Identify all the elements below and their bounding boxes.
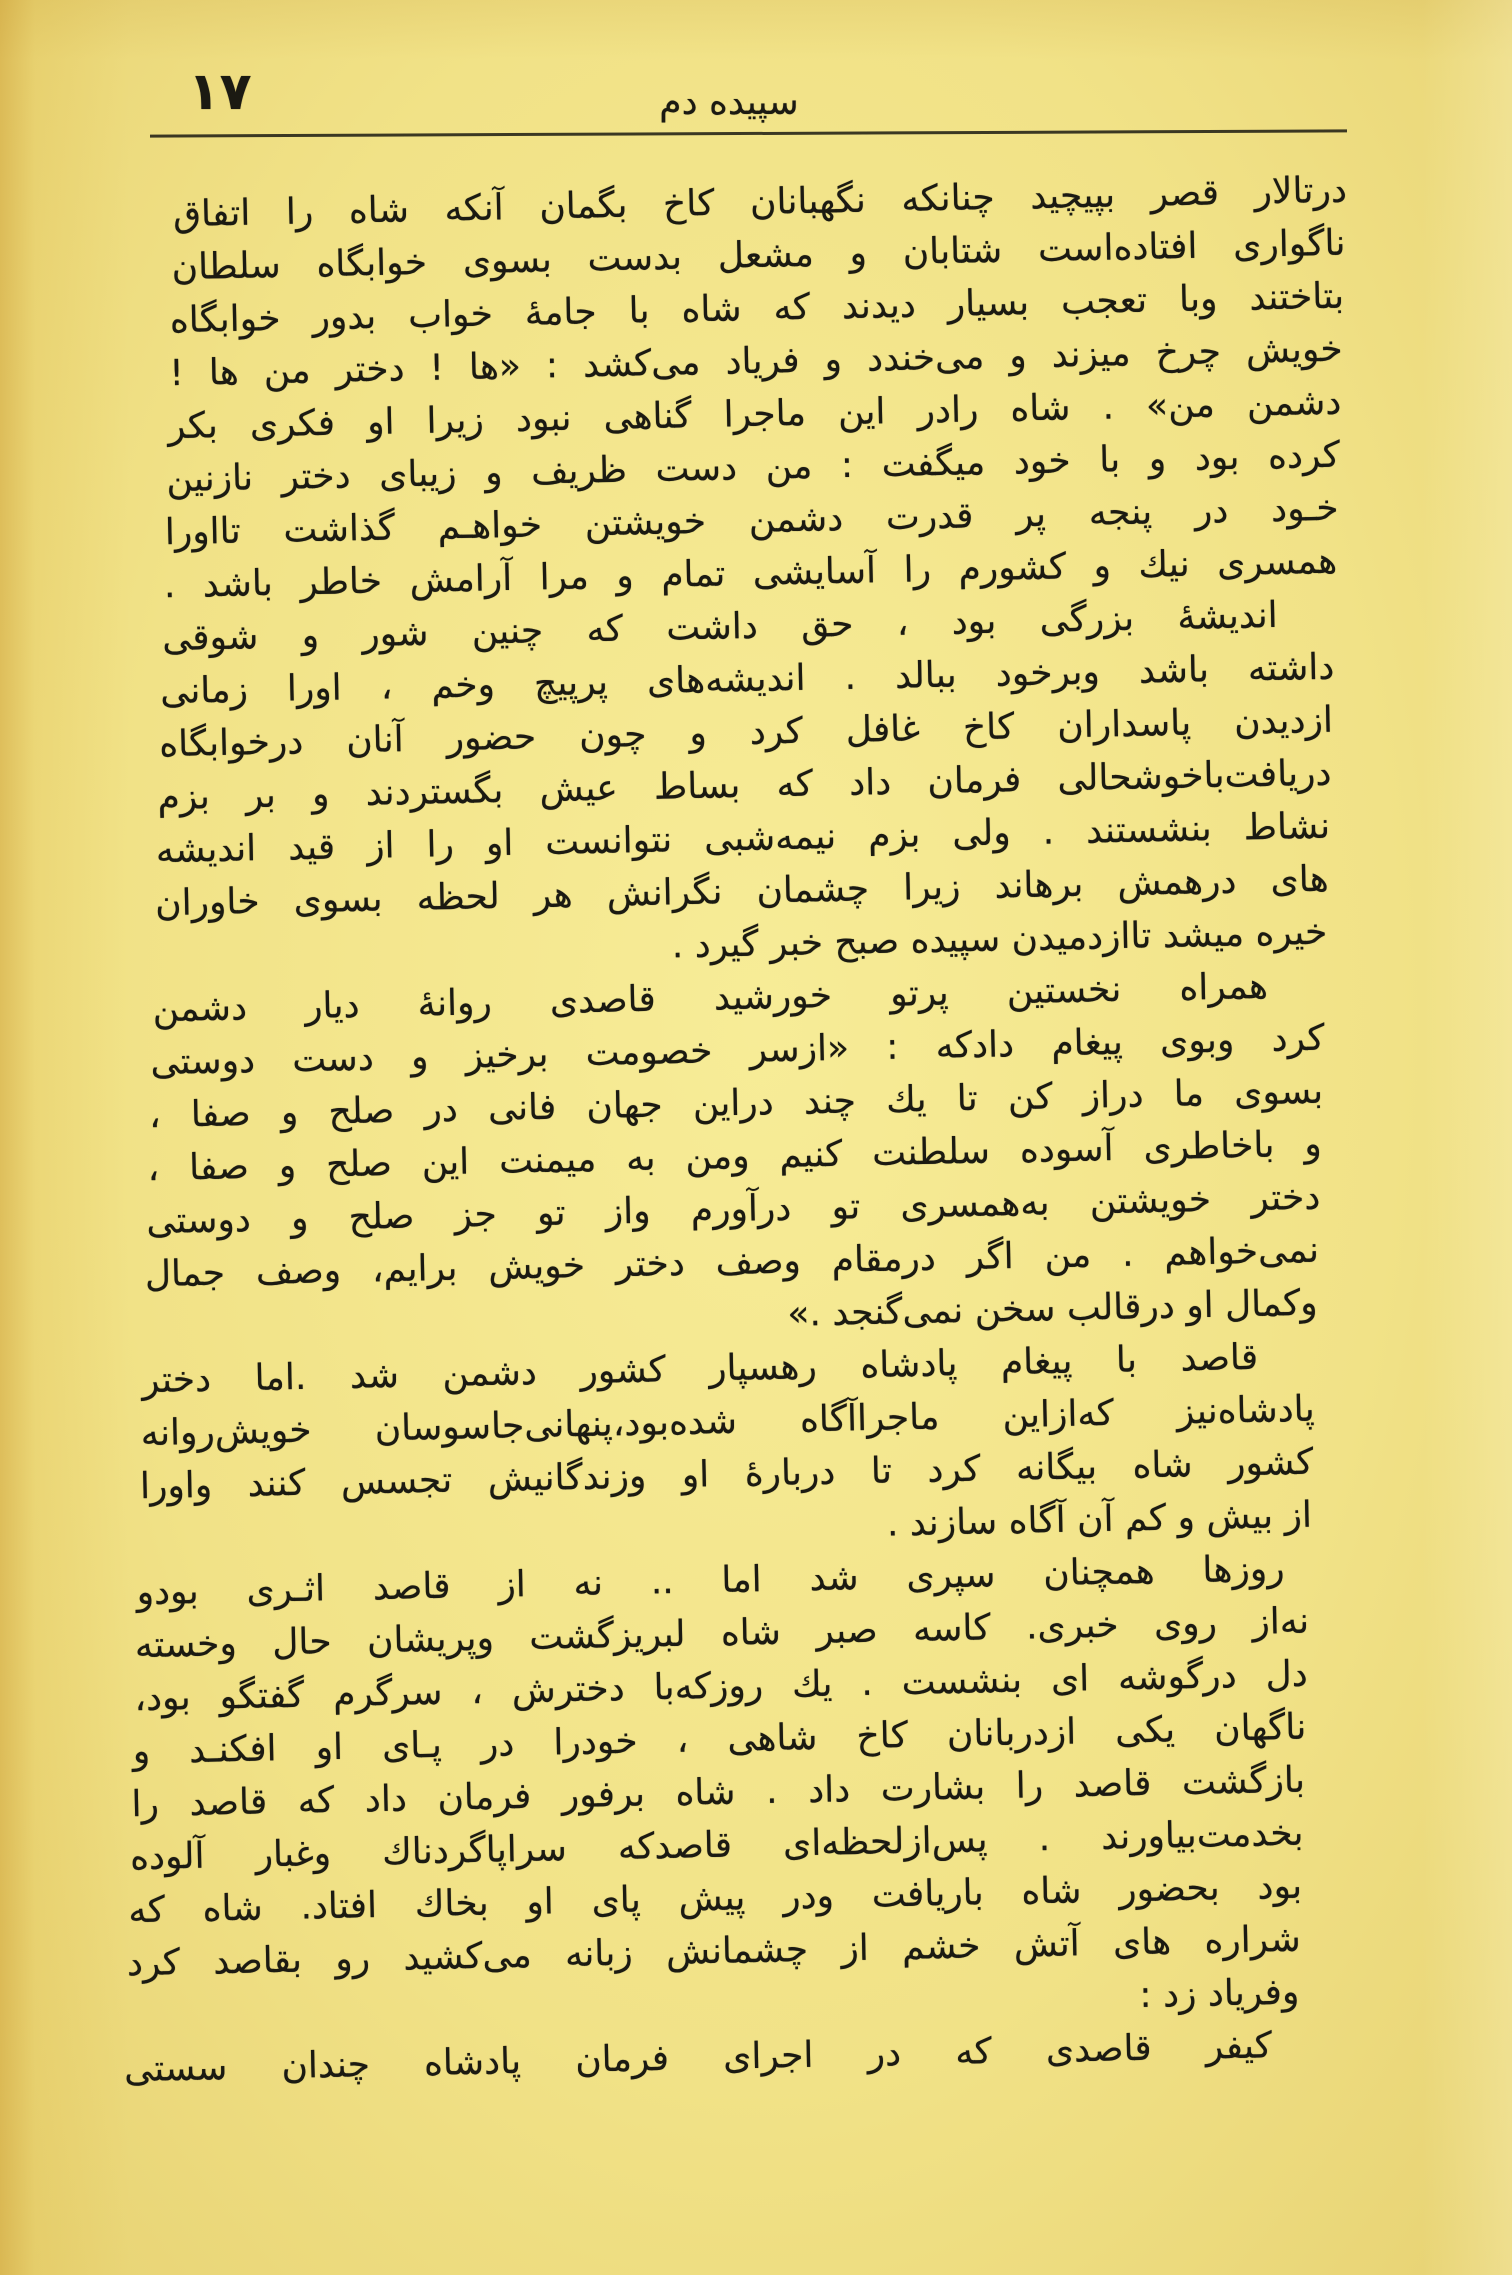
text-line-content: قاصد با پیغام پادشاه رهسپار کشور دشمن شد .اما دختر — [141, 1336, 1259, 1402]
text-line-content: همسری نیك و کشورم را آسایشی تمام و مرا آرامش خاطر باشد . — [163, 540, 1338, 607]
body-text — [123, 169, 1348, 2091]
text-line-content: کیفر قاصدی که در اجرای فرمان پادشاه چندان سستی — [123, 2025, 1273, 2091]
text-line-content: همراه نخستین پرتو خورشید قاصدی روانهٔ دیار دشمن — [152, 965, 1269, 1031]
text-line-content: خـود در پنجه پر قدرت دشمن خویشتن خواهـم گذاشت تااورا — [164, 487, 1339, 554]
text-line-content: وکمال او درقالب سخن نمی‌گنجد .» — [786, 1282, 1318, 1335]
text-line-content: بود بحضور شاه باریافت ودر پیش پای او بخاك افتاد. شاه که — [128, 1865, 1303, 1932]
text-line-content: کشور شاه بیگانه کرد تا دربارهٔ او وزندگانیش تجسس کنند واورا — [139, 1441, 1314, 1508]
text-line-content: بسوی ما دراز کن تا یك چند دراین جهان فانی در صلح و صفا ، — [148, 1070, 1324, 1137]
running-title: سپیده دم — [659, 82, 799, 123]
page-number: ۱۷ — [188, 62, 252, 122]
text-line-content: درتالار قصر بپیچید چنانکه نگهبانان کاخ بگمان آنکه شاه را اتفاق — [172, 169, 1348, 236]
text-line-content: بخدمت‌بیاورند . پس‌ازلحظه‌ای قاصدکه سراپاگردناك وغبار آلوده — [129, 1812, 1304, 1879]
text-line-content: ناگواری افتاده‌است شتابان و مشعل بدست بسوی خوابگاه سلطان — [171, 222, 1346, 289]
text-line-content: ناگهان یکی ازدربانان کاخ شاهی ، خودرا در پـای او افکنـد و — [132, 1706, 1307, 1773]
text-line-content: بازگشت قاصد را بشارت داد . شاه برفور فرمان داد که قاصد را — [131, 1759, 1306, 1826]
text-line-content: روزها همچنان سپری شد اما .. نه از قاصد اثـری بودو — [136, 1548, 1285, 1614]
text-line-content: کرده بود و با خود میگفت : من دست ظریف و زیبای دختر نازنین — [165, 434, 1341, 501]
text-line-content: از بیش و کم آن آگاه سازند . — [886, 1494, 1313, 1545]
text-line-content: شراره های آتش خشم از چشمانش زبانه می‌کشید رو بقاصد کرد — [126, 1918, 1302, 1985]
text-line-content: خویش چرخ میزند و می‌خندد و فریاد می‌کشد : «ها ! دختر من ها ! — [168, 328, 1344, 395]
text-line-content: دل درگوشه ای بنشست . یك روزکه‌با دخترش ، سرگرم گفتگو بود، — [133, 1653, 1309, 1720]
text-line-content: وفریاد زد : — [1138, 1971, 1300, 2017]
header-rule — [150, 129, 1347, 137]
text-line-content: دختر خویشتن به‌همسری تو درآورم واز تو جز صلح و دوستی — [145, 1176, 1321, 1243]
text-line-content: ازدیدن پاسداران کاخ غافل کرد و چون حضور آنان درخوابگاه — [158, 699, 1334, 766]
text-line-content: خیره میشد تاازدمیدن سپیده صبح خبر گیرد . — [671, 911, 1328, 967]
text-line-content: نه‌از روی خبری. کاسه صبر شاه لبریزگشت وپریشان حال وخسته — [134, 1600, 1310, 1667]
text-line-content: پادشاه‌نیز که‌ازاین ماجراآگاه شده‌بود،پنهانی‌جاسوسان خویش‌روانه — [140, 1388, 1316, 1455]
text-line-content: دشمن من» . شاه رادر این ماجرا گناهی نبود زیرا او فکری بکر — [167, 381, 1342, 448]
text-line-content: های درهمش برهاند زیرا چشمان نگرانش هر لحظه بسوی خاوران — [154, 858, 1330, 925]
text-line-content: نشاط بنشستند . ولی بزم نیمه‌شبی نتوانست او را از قید اندیشه — [155, 805, 1331, 872]
text-line-content: داشته باشد وبرخود ببالد . اندیشه‌های پرپیچ وخم ، اورا زمانی — [159, 646, 1335, 713]
text-line-content: کرد وبوی پیغام دادکه : «ازسر خصومت برخیز و دست دوستی — [150, 1017, 1325, 1084]
text-line-content: و باخاطری آسوده سلطنت کنیم ومن به میمنت این صلح و صفا ، — [147, 1123, 1323, 1190]
text-line-content: اندیشهٔ بزرگی بود ، حق داشت که چنین شور و شوقی — [161, 594, 1279, 660]
text-line-content: نمی‌خواهم . من اگر درمقام وصف دختر خویش برایم، وصف جمال — [144, 1229, 1320, 1296]
text-line-content: دریافت‌باخوشحالی فرمان داد که بساط عیش بگستردند و بر بزم — [157, 752, 1332, 819]
text-line-content: بتاختند وبا تعجب بسیار دیدند که شاه با جامهٔ خواب بدور خوابگاه — [169, 275, 1345, 342]
